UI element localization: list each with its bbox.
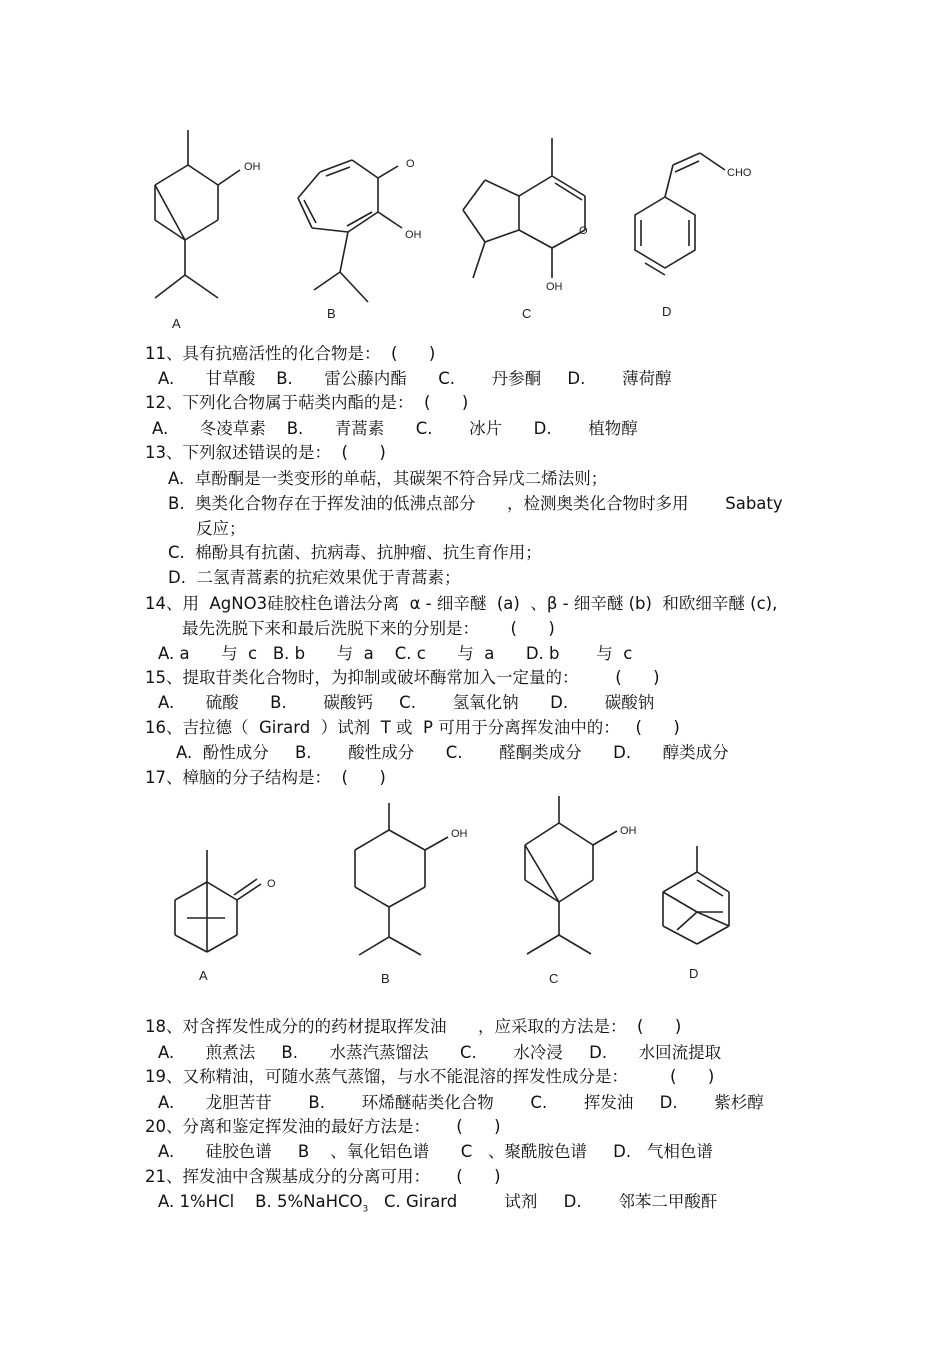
structure-q17-b-label: B <box>381 971 390 986</box>
q16-options: A. 酚性成分 B. 酸性成分 C. 醛酮类成分 D. 醇类成分 <box>176 743 729 762</box>
structure-q17-d <box>655 840 745 960</box>
oh-label: OH <box>405 229 422 241</box>
q21-stem: 21、挥发油中含羰基成分的分离可用： ( ) <box>145 1167 501 1186</box>
oh-label: OH <box>546 281 563 293</box>
cho-label: CHO <box>727 167 752 179</box>
q21-options-pre: A. 1%HCl B. 5%NaHCO <box>158 1192 363 1211</box>
structure-top-a <box>140 120 280 340</box>
q11-stem: 11、具有抗癌活性的化合物是： ( ) <box>145 344 436 363</box>
structure-top-a-label: A <box>172 316 181 331</box>
oh-label: OH <box>244 161 261 173</box>
q13-stem: 13、下列叙述错误的是： ( ) <box>145 443 386 462</box>
q12-options: A. 冬凌草素 B. 青蒿素 C. 冰片 D. 植物醇 <box>152 419 638 438</box>
structure-top-d-label: D <box>662 304 672 319</box>
q20-options: A. 硅胶色谱 B 、氧化铝色谱 C 、聚酰胺色谱 D. 气相色谱 <box>158 1142 713 1161</box>
structure-top-b-label: B <box>327 306 336 321</box>
q14-options: A. a 与 c B. b 与 a C. c 与 a D. b 与 c <box>158 644 633 663</box>
oh-label: OH <box>451 828 468 840</box>
q18-options: A. 煎煮法 B. 水蒸汽蒸馏法 C. 水冷浸 D. 水回流提取 <box>158 1043 722 1062</box>
q21-options-post: C. Girard 试剂 D. 邻苯二甲酸酐 <box>368 1192 718 1211</box>
structure-q17-c <box>515 790 655 960</box>
q18-stem: 18、对含挥发性成分的的药材提取挥发油 ，应采取的方法是： ( ) <box>145 1017 682 1036</box>
q14-stem-cont: 最先洗脱下来和最后洗脱下来的分别是： ( ) <box>182 619 555 638</box>
q13-option-a: A. 卓酚酮是一类变形的单萜，其碳架不符合异戊二烯法则； <box>168 469 608 488</box>
structure-top-d <box>625 145 765 295</box>
structure-q17-a-label: A <box>199 968 208 983</box>
oh-label: OH <box>620 825 637 837</box>
q14-stem: 14、用 AgNO3硅胶柱色谱法分离 α - 细辛醚 (a) 、β - 细辛醚 (b) 和欧细辛醚 (c), <box>145 594 778 613</box>
o-label: O <box>267 878 276 890</box>
structure-top-b <box>290 150 440 310</box>
q13-option-b-cont: 反应； <box>196 519 246 538</box>
structure-q17-a <box>165 840 295 970</box>
structure-top-c-label: C <box>522 306 532 321</box>
q13-option-c: C. 棉酚具有抗菌、抗病毒、抗肿瘤、抗生育作用； <box>168 543 542 562</box>
q12-stem: 12、下列化合物属于萜类内酯的是： ( ) <box>145 393 469 412</box>
q11-options: A. 甘草酸 B. 雷公藤内酯 C. 丹参酮 D. 薄荷醇 <box>158 369 672 388</box>
q19-options: A. 龙胆苦苷 B. 环烯醚萜类化合物 C. 挥发油 D. 紫杉醇 <box>158 1093 764 1112</box>
structure-q17-b <box>345 795 485 965</box>
q13-option-b: B. 奥类化合物存在于挥发油的低沸点部分 ，检测奥类化合物时多用 Sabaty <box>168 494 783 513</box>
q19-stem: 19、又称精油，可随水蒸气蒸馏，与水不能混溶的挥发性成分是： ( ) <box>145 1067 715 1086</box>
q21-subscript: 3 <box>362 1204 369 1215</box>
q21-options <box>158 1192 717 1219</box>
structure-top-c <box>455 130 595 300</box>
structure-q17-d-label: D <box>689 966 699 981</box>
q17-stem: 17、樟脑的分子结构是： ( ) <box>145 768 386 787</box>
structure-q17-c-label: C <box>549 971 559 986</box>
q20-stem: 20、分离和鉴定挥发油的最好方法是： ( ) <box>145 1117 501 1136</box>
o-label: O <box>579 225 588 237</box>
q16-stem: 16、吉拉德（ Girard ）试剂 T 或 P 可用于分离挥发油中的： ( ) <box>145 718 680 737</box>
o-label: O <box>406 158 415 170</box>
q15-options: A. 硫酸 B. 碳酸钙 C. 氢氧化钠 D. 碳酸钠 <box>158 693 655 712</box>
q15-stem: 15、提取苷类化合物时，为抑制或破坏酶常加入一定量的： ( ) <box>145 668 660 687</box>
q13-option-d: D. 二氢青蒿素的抗疟效果优于青蒿素； <box>168 568 461 587</box>
